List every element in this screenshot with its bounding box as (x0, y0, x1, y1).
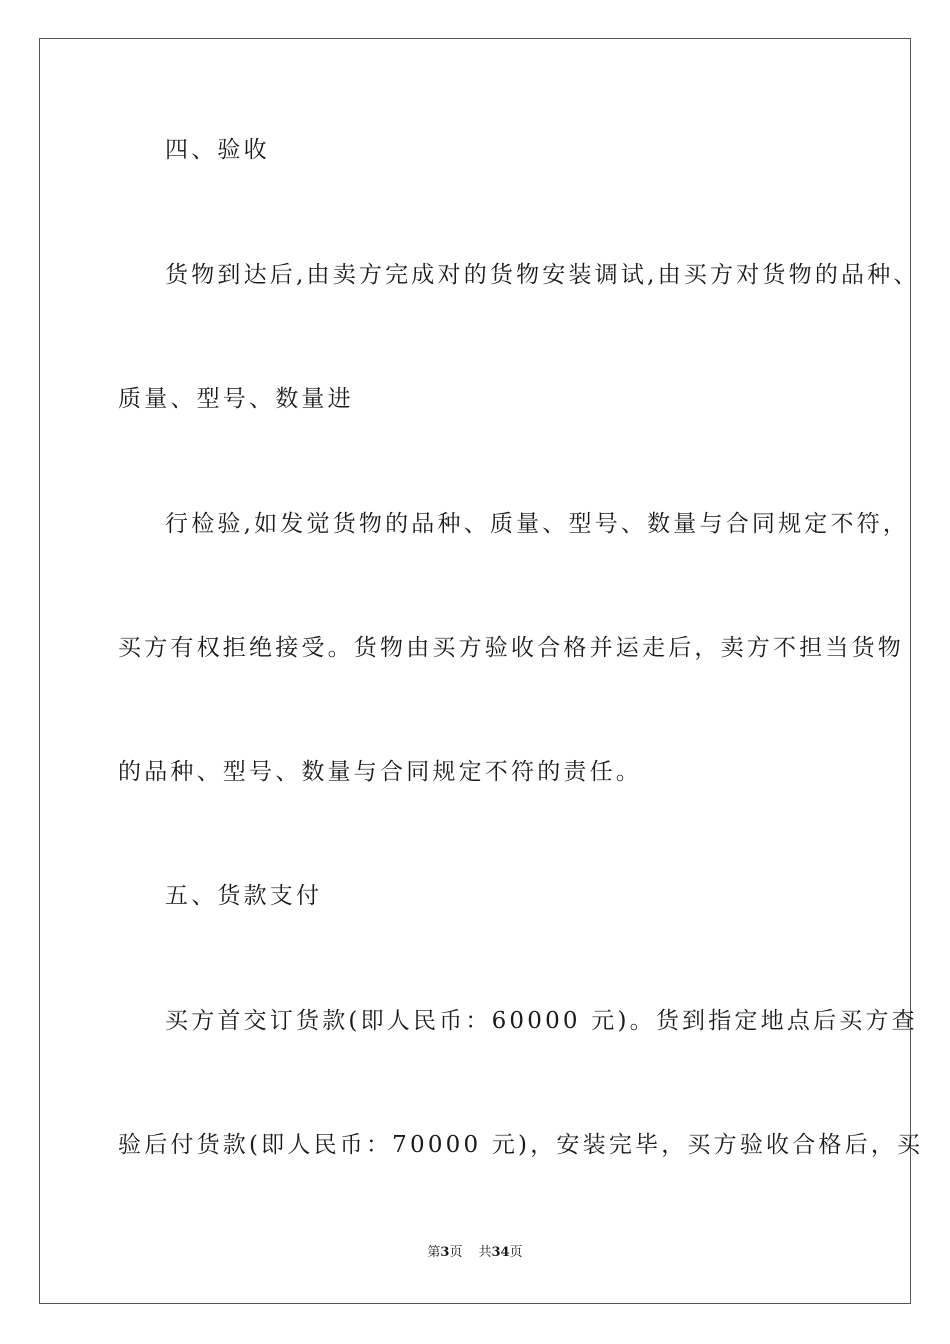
footer-total-prefix: 共 (478, 1245, 492, 1260)
paragraph-line: 买方有权拒绝接受。货物由买方验收合格并运走后，卖方不担当货物 (118, 635, 904, 661)
footer-page-suffix: 页 (449, 1245, 463, 1260)
paragraph-line: 行检验,如发觉货物的品种、质量、型号、数量与合同规定不符， (165, 511, 910, 537)
paragraph-line: 买方首交订货款(即人民币：60000 元)。货到指定地点后买方查 (165, 1008, 918, 1034)
paragraph-line: 的品种、型号、数量与合同规定不符的责任。 (118, 759, 642, 785)
footer-page-number: 3 (440, 1245, 450, 1260)
paragraph-line: 货物到达后,由卖方完成对的货物安装调试,由买方对货物的品种、 (165, 262, 920, 288)
paragraph-line: 验后付货款(即人民币：70000 元)，安装完毕，买方验收合格后，买 (118, 1132, 924, 1158)
section-heading-acceptance: 四、验收 (165, 137, 270, 163)
footer-page-prefix: 第 (427, 1245, 441, 1260)
footer-total-suffix: 页 (509, 1245, 523, 1260)
section-heading-payment: 五、货款支付 (165, 883, 323, 909)
footer-total-pages: 34 (491, 1245, 510, 1260)
page-frame (39, 38, 911, 1304)
paragraph-line: 质量、型号、数量进 (118, 386, 354, 412)
page-footer (0, 1244, 950, 1262)
